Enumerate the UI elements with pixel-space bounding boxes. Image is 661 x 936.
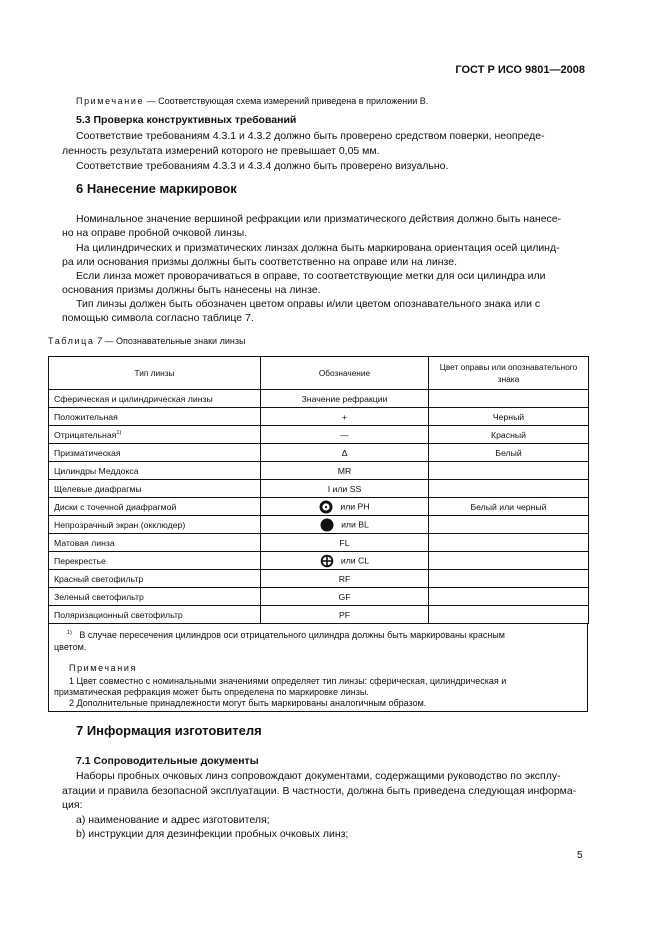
- note-top: [76, 95, 428, 107]
- footnote-ref: 1): [116, 429, 122, 436]
- table-row: [49, 480, 589, 498]
- cell-designation: [261, 498, 429, 516]
- cell-lens-type: Зеленый светофильтр: [49, 588, 261, 606]
- s71-line-1: Наборы пробных очковых линз сопровождают документами, содержащими руководство по эксплу-: [76, 770, 561, 782]
- footnote-line-1: [67, 627, 505, 641]
- cell-color: Белый или черный: [429, 498, 589, 516]
- cell-designation: Δ: [261, 444, 429, 462]
- cell-color: [429, 516, 589, 534]
- header-color: Цвет оправы или опознавательного знака: [429, 357, 589, 390]
- s53-paragraph-1-line-2: ленность результата измерений которого не превышает 0,05 мм.: [62, 145, 380, 157]
- cell-designation: FL: [261, 534, 429, 552]
- section-7-1-title: 7.1 Сопроводительные документы: [76, 755, 259, 767]
- note-2: 2 Дополнительные принадлежности могут быть маркированы аналогичным образом.: [69, 698, 427, 708]
- cell-color: [429, 588, 589, 606]
- cell-designation: —: [261, 426, 429, 444]
- table-row: [49, 444, 589, 462]
- notes-label: Примечания: [69, 663, 137, 673]
- cell-lens-type: Матовая линза: [49, 534, 261, 552]
- s71-line-2: атации и правила безопасной эксплуатации. В частности, должна быть приведена следующая информа-: [62, 785, 577, 797]
- cell-designation: PF: [261, 606, 429, 624]
- table-row: [49, 426, 589, 444]
- cell-designation: [261, 516, 429, 534]
- section-5-3-title: 5.3 Проверка конструктивных требований: [76, 114, 297, 126]
- lens-type-text: Отрицательная: [54, 429, 117, 440]
- cell-color: [429, 480, 589, 498]
- cell-color: Белый: [429, 444, 589, 462]
- s53-paragraph-2: Соответствие требованиям 4.3.3 и 4.3.4 должно быть проверено визуально.: [76, 160, 449, 172]
- s6-line-8: помощью символа согласно таблице 7.: [62, 312, 254, 324]
- table-7-wrapper: [48, 356, 589, 712]
- footnote-text: В случае пересечения цилиндров оси отрицательного цилиндра должны быть маркированы красным: [79, 630, 505, 640]
- table-row: [49, 462, 589, 480]
- crosshair-icon: [320, 554, 334, 568]
- designation-text: или BL: [341, 518, 369, 529]
- table-row: [49, 588, 589, 606]
- cell-lens-type: Красный светофильтр: [49, 570, 261, 588]
- note-1-line-2: призматическая рефракция может быть определена по маркировке линзы.: [54, 687, 369, 697]
- cell-color: [429, 606, 589, 624]
- header-lens-type: Тип линзы: [49, 357, 261, 390]
- table-7: [48, 356, 589, 624]
- note-label: Примечание: [76, 96, 145, 106]
- table-caption-label: Таблица: [48, 336, 95, 346]
- ring-dot-icon: [319, 500, 333, 514]
- cell-color: [429, 534, 589, 552]
- cell-designation: MR: [261, 462, 429, 480]
- table-7-caption: [48, 335, 245, 347]
- filled-circle-icon: [320, 518, 334, 532]
- cell-lens-type: Сферическая и цилиндрическая линзы: [49, 390, 261, 408]
- section-6-title: 6 Нанесение маркировок: [76, 181, 237, 196]
- table-header-row: [49, 357, 589, 390]
- page-number: 5: [577, 850, 583, 861]
- note-text: — Соответствующая схема измерений приведена в приложении В.: [144, 96, 429, 106]
- table-row: [49, 534, 589, 552]
- cell-designation: +: [261, 408, 429, 426]
- cell-lens-type: [49, 426, 261, 444]
- s6-line-2: но на оправе пробной очковой линзы.: [62, 227, 248, 239]
- s71-line-3: ция:: [62, 799, 83, 811]
- s6-line-4: ра или основания призмы должны быть соответственно на оправе или на линзе.: [62, 256, 457, 268]
- table-row: [49, 498, 589, 516]
- cell-lens-type: Поляризационный светофильтр: [49, 606, 261, 624]
- footnote-line-2: цветом.: [54, 642, 87, 652]
- list-item-a: a) наименование и адрес изготовителя;: [76, 814, 270, 826]
- table-row: [49, 552, 589, 570]
- table-row: [49, 516, 589, 534]
- header-designation: Обозначение: [261, 357, 429, 390]
- cell-designation: GF: [261, 588, 429, 606]
- document-code: ГОСТ Р ИСО 9801—2008: [455, 64, 585, 76]
- cell-lens-type: Цилиндры Меддокса: [49, 462, 261, 480]
- s6-line-1: Номинальное значение вершиной рефракции или призматического действия должно быть нанесе-: [76, 213, 562, 225]
- section-7-title: 7 Информация изготовителя: [76, 723, 262, 738]
- cell-color: [429, 462, 589, 480]
- designation-text: или CL: [340, 554, 370, 565]
- cell-lens-type: Непрозрачный экран (окклюдер): [49, 516, 261, 534]
- table-row: [49, 606, 589, 624]
- cell-designation: [261, 552, 429, 570]
- cell-color: [429, 570, 589, 588]
- table-row: [49, 390, 589, 408]
- s6-line-5: Если линза может проворачиваться в оправе, то соответствующие метки для оси цилиндра или: [76, 270, 546, 282]
- s6-line-7: Тип линзы должен быть обозначен цветом оправы и/или цветом опознавательного знака или с: [76, 298, 541, 310]
- table-row: [49, 408, 589, 426]
- cell-designation: Значение рефракции: [261, 390, 429, 408]
- table-caption-number: 7: [97, 336, 103, 346]
- cell-designation: RF: [261, 570, 429, 588]
- cell-designation: I или SS: [261, 480, 429, 498]
- s6-line-3: На цилиндрических и призматических линзах должна быть маркирована ориентация осей цилинд-: [76, 242, 560, 254]
- cell-lens-type: Призматическая: [49, 444, 261, 462]
- table-row: [49, 570, 589, 588]
- table-notes-box: [48, 624, 588, 712]
- cell-lens-type: Перекрестье: [49, 552, 261, 570]
- cell-lens-type: Щелевые диафрагмы: [49, 480, 261, 498]
- cell-color: Красный: [429, 426, 589, 444]
- s53-paragraph-1-line-1: Соответствие требованиям 4.3.1 и 4.3.2 должно быть проверено средством поверки, неопреде-: [76, 130, 545, 142]
- cell-lens-type: Диски с точечной диафрагмой: [49, 498, 261, 516]
- table-caption-text: — Опознавательные знаки линзы: [102, 336, 246, 346]
- cell-color: [429, 552, 589, 570]
- footnote-mark: 1): [67, 630, 72, 636]
- list-item-b: b) инструкции для дезинфекции пробных очковых линз;: [76, 828, 349, 840]
- cell-lens-type: Положительная: [49, 408, 261, 426]
- note-1-line-1: 1 Цвет совместно с номинальными значениями определяет тип линзы: сферическая, цилиндрическая и: [69, 676, 507, 686]
- s6-line-6: основания призмы должны быть нанесены на линзе.: [62, 284, 321, 296]
- cell-color: [429, 390, 589, 408]
- designation-text: или PH: [340, 500, 370, 511]
- cell-color: Черный: [429, 408, 589, 426]
